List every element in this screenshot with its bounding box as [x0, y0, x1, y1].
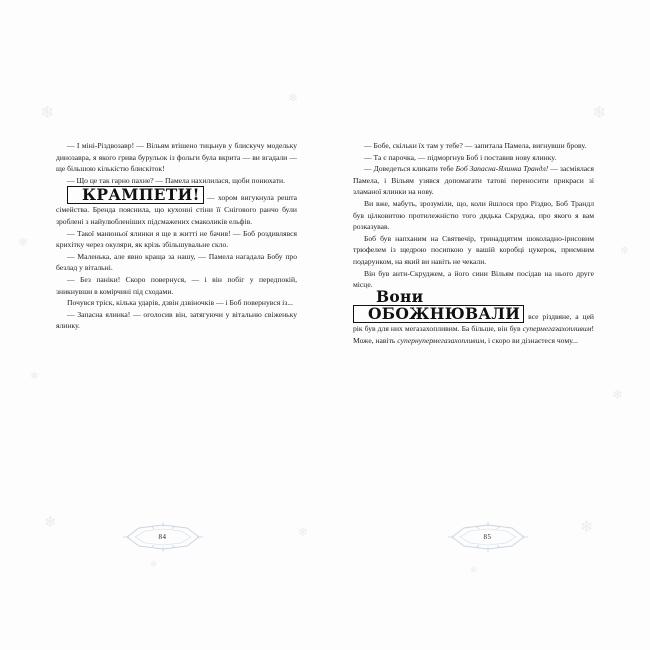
paragraph-text: — Що це так гарно пахне? — Памела нахилилася, щоби понюхати.: [67, 175, 285, 185]
page-number-right: 85: [483, 533, 492, 541]
paragraph: [353, 152, 594, 164]
shout-word-krampety: КРАМПЕТИ!: [67, 186, 204, 204]
paragraph: — Доведеться кликати тебе Боб Запасна-Ялинка Трандл! — засміялася Памела, і Вільям узявся допомагати татові переносити прикраси зі зламаної ялинки на нову.: [353, 164, 594, 197]
snowflake-icon: ❄: [580, 519, 594, 536]
snowflake-icon: ❄: [18, 235, 29, 249]
page-number-ornament-right: [446, 520, 530, 554]
snowflake-icon: ❄: [470, 565, 478, 575]
paragraph: [353, 198, 594, 233]
paragraph-with-shout: [353, 286, 594, 347]
paragraph-text: Почувся тріск, кілька ударів, дзвін дзвіночків — і Боб повернувся із...: [67, 298, 293, 308]
italic-phrase: супермегазахопливим: [522, 324, 592, 334]
paragraph-text: — Та є парочка, — підморгнув Боб і поставив нову ялинку.: [364, 152, 557, 162]
snowflake-icon: ❄: [288, 91, 299, 105]
paragraph-text: Боб був напханим на Святвечір, тринадцятим шоколадно-ірисовим трюфелем із щедрою посипкою у вашій коробці цукерок, приємним подарунком, на який ви навіть не чекали.: [353, 233, 594, 266]
snowflake-icon: ❄: [40, 103, 55, 122]
paragraph: [56, 140, 297, 175]
paragraph: [353, 140, 594, 152]
paragraph: [56, 228, 297, 251]
shout-lead-word: Вони: [376, 286, 424, 306]
page-number-left: 84: [158, 533, 167, 541]
paragraph: [353, 233, 594, 268]
paragraph: [56, 297, 297, 309]
paragraph-text: — Маленька, але явно краща за нашу, — Памела нагадала Бобу про безлад у вітальні.: [56, 251, 297, 273]
snowflake-icon: ❄: [30, 371, 39, 382]
snowflake-icon: ❄: [150, 559, 158, 569]
shout-paragraph-tail: все різдвяне, а цей рік був для них мегазахопливим. Ба більше, він був супермегазахопливим! Може, навіть супернупермегазахопливим, і скоро ви дізнаєтеся чому...: [353, 312, 594, 345]
left-page-text-column: [56, 140, 297, 332]
paragraph-with-shout: [56, 186, 297, 227]
paragraph: [56, 309, 297, 332]
snowflake-icon: ❄: [592, 103, 607, 122]
right-page: [325, 0, 650, 650]
snowflake-icon: ❄: [612, 387, 623, 402]
page-number-ornament-left: [121, 520, 205, 554]
paragraph-text: — Без паніки! Скоро повернуся, — і він побіг у передпокій, зникнувши в комірчині під сходами.: [56, 274, 297, 296]
paragraph-text: Він був анти-Скруджем, а його сини Вільям посідав на нього друге місце.: [353, 268, 594, 290]
snowflake-icon: ❄: [44, 515, 57, 531]
snowflake-icon: ❄: [620, 245, 630, 257]
paragraph: [56, 274, 297, 297]
paragraph-text: — Запасна ялинка! — оголосив він, затягуючи у вітальню свіженьку ялинку.: [56, 309, 297, 331]
paragraph-text: Ви вже, мабуть, зрозуміли, що, коли йшлося про Різдво, Боб Трандл був цілковитою протилежністю того дядька Скруджа, про якого я вам розказував.: [353, 198, 594, 232]
italic-phrase: супернупермегазахопливим: [397, 335, 485, 345]
paragraph: [56, 251, 297, 274]
italic-phrase: Боб Запасна-Ялинка Трандл!: [455, 164, 549, 174]
paragraph-text: — Бобе, скільки їх там у тебе? — запитала Памела, вигнувши брову.: [364, 141, 587, 150]
right-page-text-column: [353, 140, 594, 347]
shout-paragraph-tail: — хором вигукнула решта сімейства. Бренда пояснила, що кухонні стіни її Снігового ранчо були зроблені з найулюбленіших підсмажених смаколиків ельфів.: [56, 193, 297, 226]
paragraph-text: — І міні-Різдвозавр! — Вільям втішено тицьнув у блискучу модельку динозавра, я якого грива бурульок із фольги була вкрита — ви вгадали — ще більшою кількістю блискіток!: [56, 141, 297, 174]
paragraph-text: — Такої манюньої ялинки я ще в житті не бачив! — Боб роздивлявся крихітку через окуляри, як крізь збільшувальне скло.: [56, 228, 297, 250]
shout-word-obozhnyuvaly: ОБОЖНЮВАЛИ: [353, 305, 524, 323]
snowflake-icon: ❄: [298, 525, 309, 539]
